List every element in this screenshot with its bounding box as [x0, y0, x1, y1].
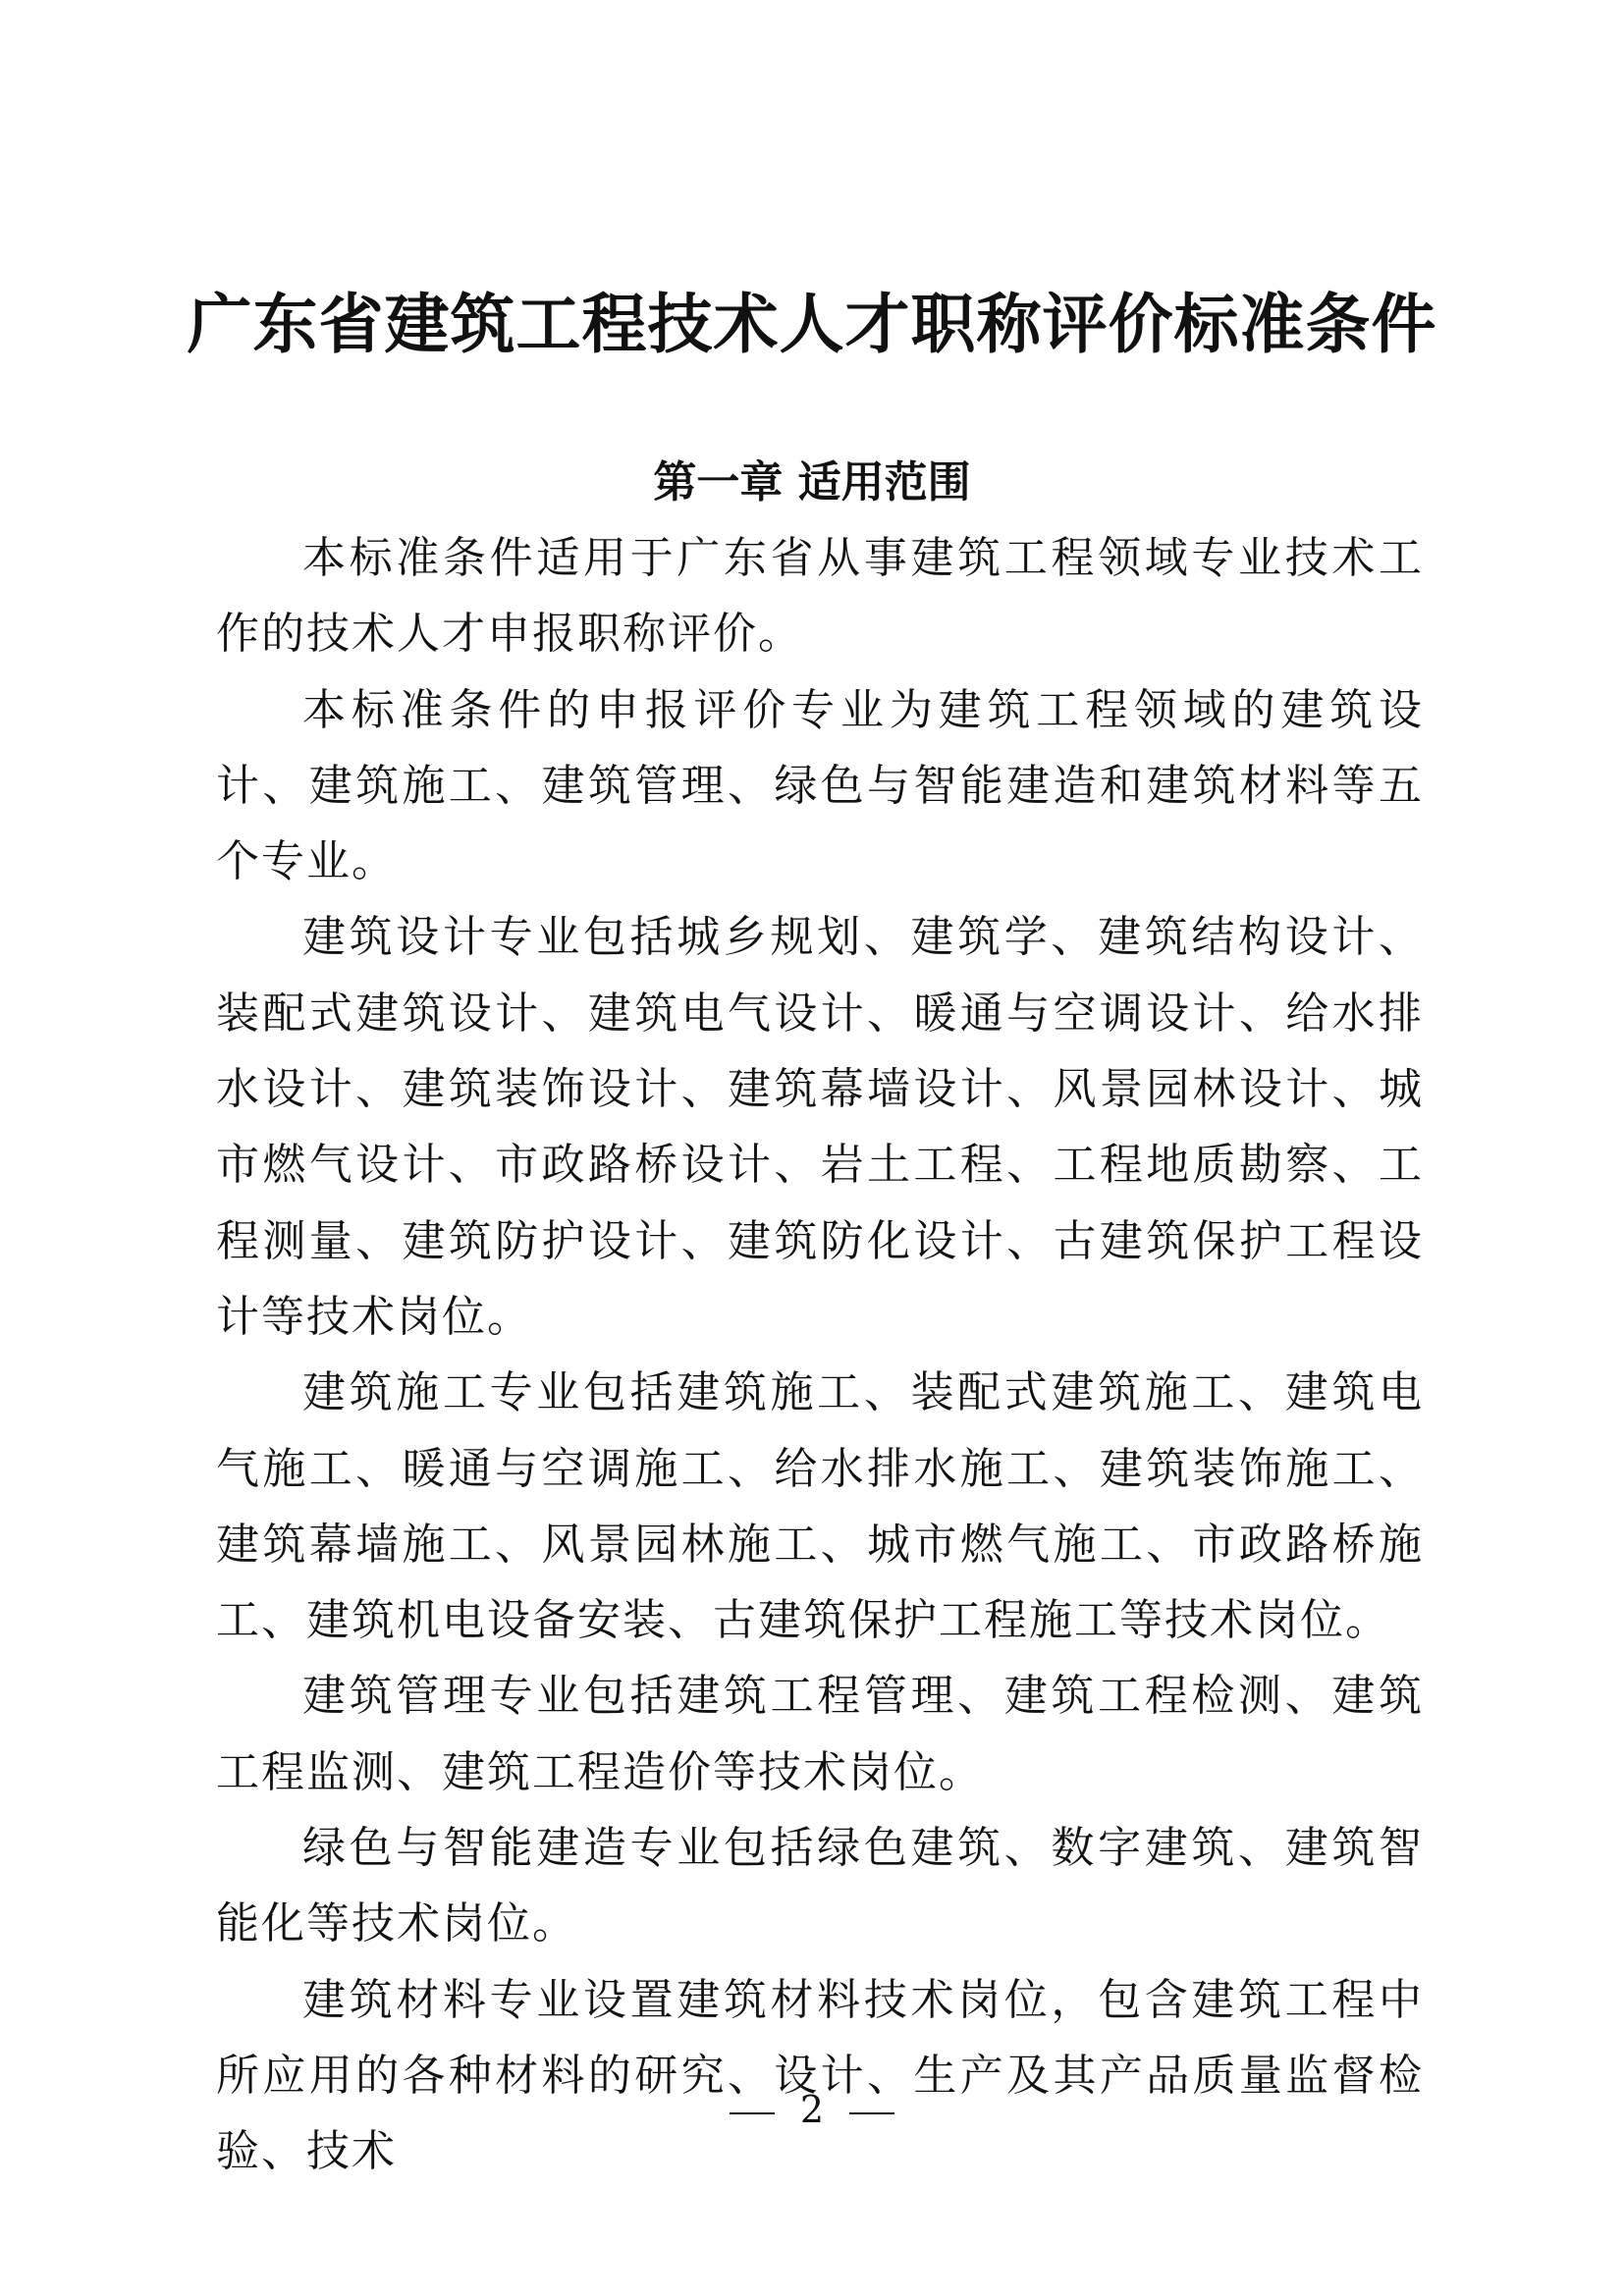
paragraph-building-materials: 建筑材料专业设置建筑材料技术岗位，包含建筑工程中所应用的各种材料的研究、设计、生产及其产品质量监督检验、技术 [216, 1974, 1424, 2177]
page-number-dash-left [730, 2112, 775, 2114]
paragraph-construction: 建筑施工专业包括建筑施工、装配式建筑施工、建筑电气施工、暖通与空调施工、给水排水施工、建筑装饰施工、建筑幕墙施工、风景园林施工、城市燃气施工、市政路桥施工、建筑机电设备安装、古建筑保护工程施工等技术岗位。 [216, 1367, 1424, 1646]
document-title: 广东省建筑工程技术人才职称评价标准条件 [187, 286, 1437, 362]
paragraph-management: 建筑管理专业包括建筑工程管理、建筑工程检测、建筑工程监测、建筑工程造价等技术岗位。 [216, 1671, 1424, 1797]
paragraph-green-smart-construction: 绿色与智能建造专业包括绿色建筑、数字建筑、建筑智能化等技术岗位。 [216, 1823, 1424, 1949]
page-number-dash-right [849, 2112, 894, 2114]
chapter-body [216, 520, 1424, 2190]
paragraph-scope: 本标准条件适用于广东省从事建筑工程领域专业技术工作的技术人才申报职称评价。 [216, 533, 1424, 660]
paragraph-specialties: 本标准条件的申报评价专业为建筑工程领域的建筑设计、建筑施工、建筑管理、绿色与智能建造和建筑材料等五个专业。 [216, 684, 1424, 887]
paragraph-architectural-design: 建筑设计专业包括城乡规划、建筑学、建筑结构设计、装配式建筑设计、建筑电气设计、暖通与空调设计、给水排水设计、建筑装饰设计、建筑幕墙设计、风景园林设计、城市燃气设计、市政路桥设计、岩土工程、工程地质勘察、工程测量、建筑防护设计、建筑防化设计、古建筑保护工程设计等技术岗位。 [216, 912, 1424, 1342]
page-number-value: 2 [799, 2088, 825, 2131]
page-number [0, 2085, 1624, 2134]
chapter-heading: 第一章 适用范围 [653, 457, 971, 507]
